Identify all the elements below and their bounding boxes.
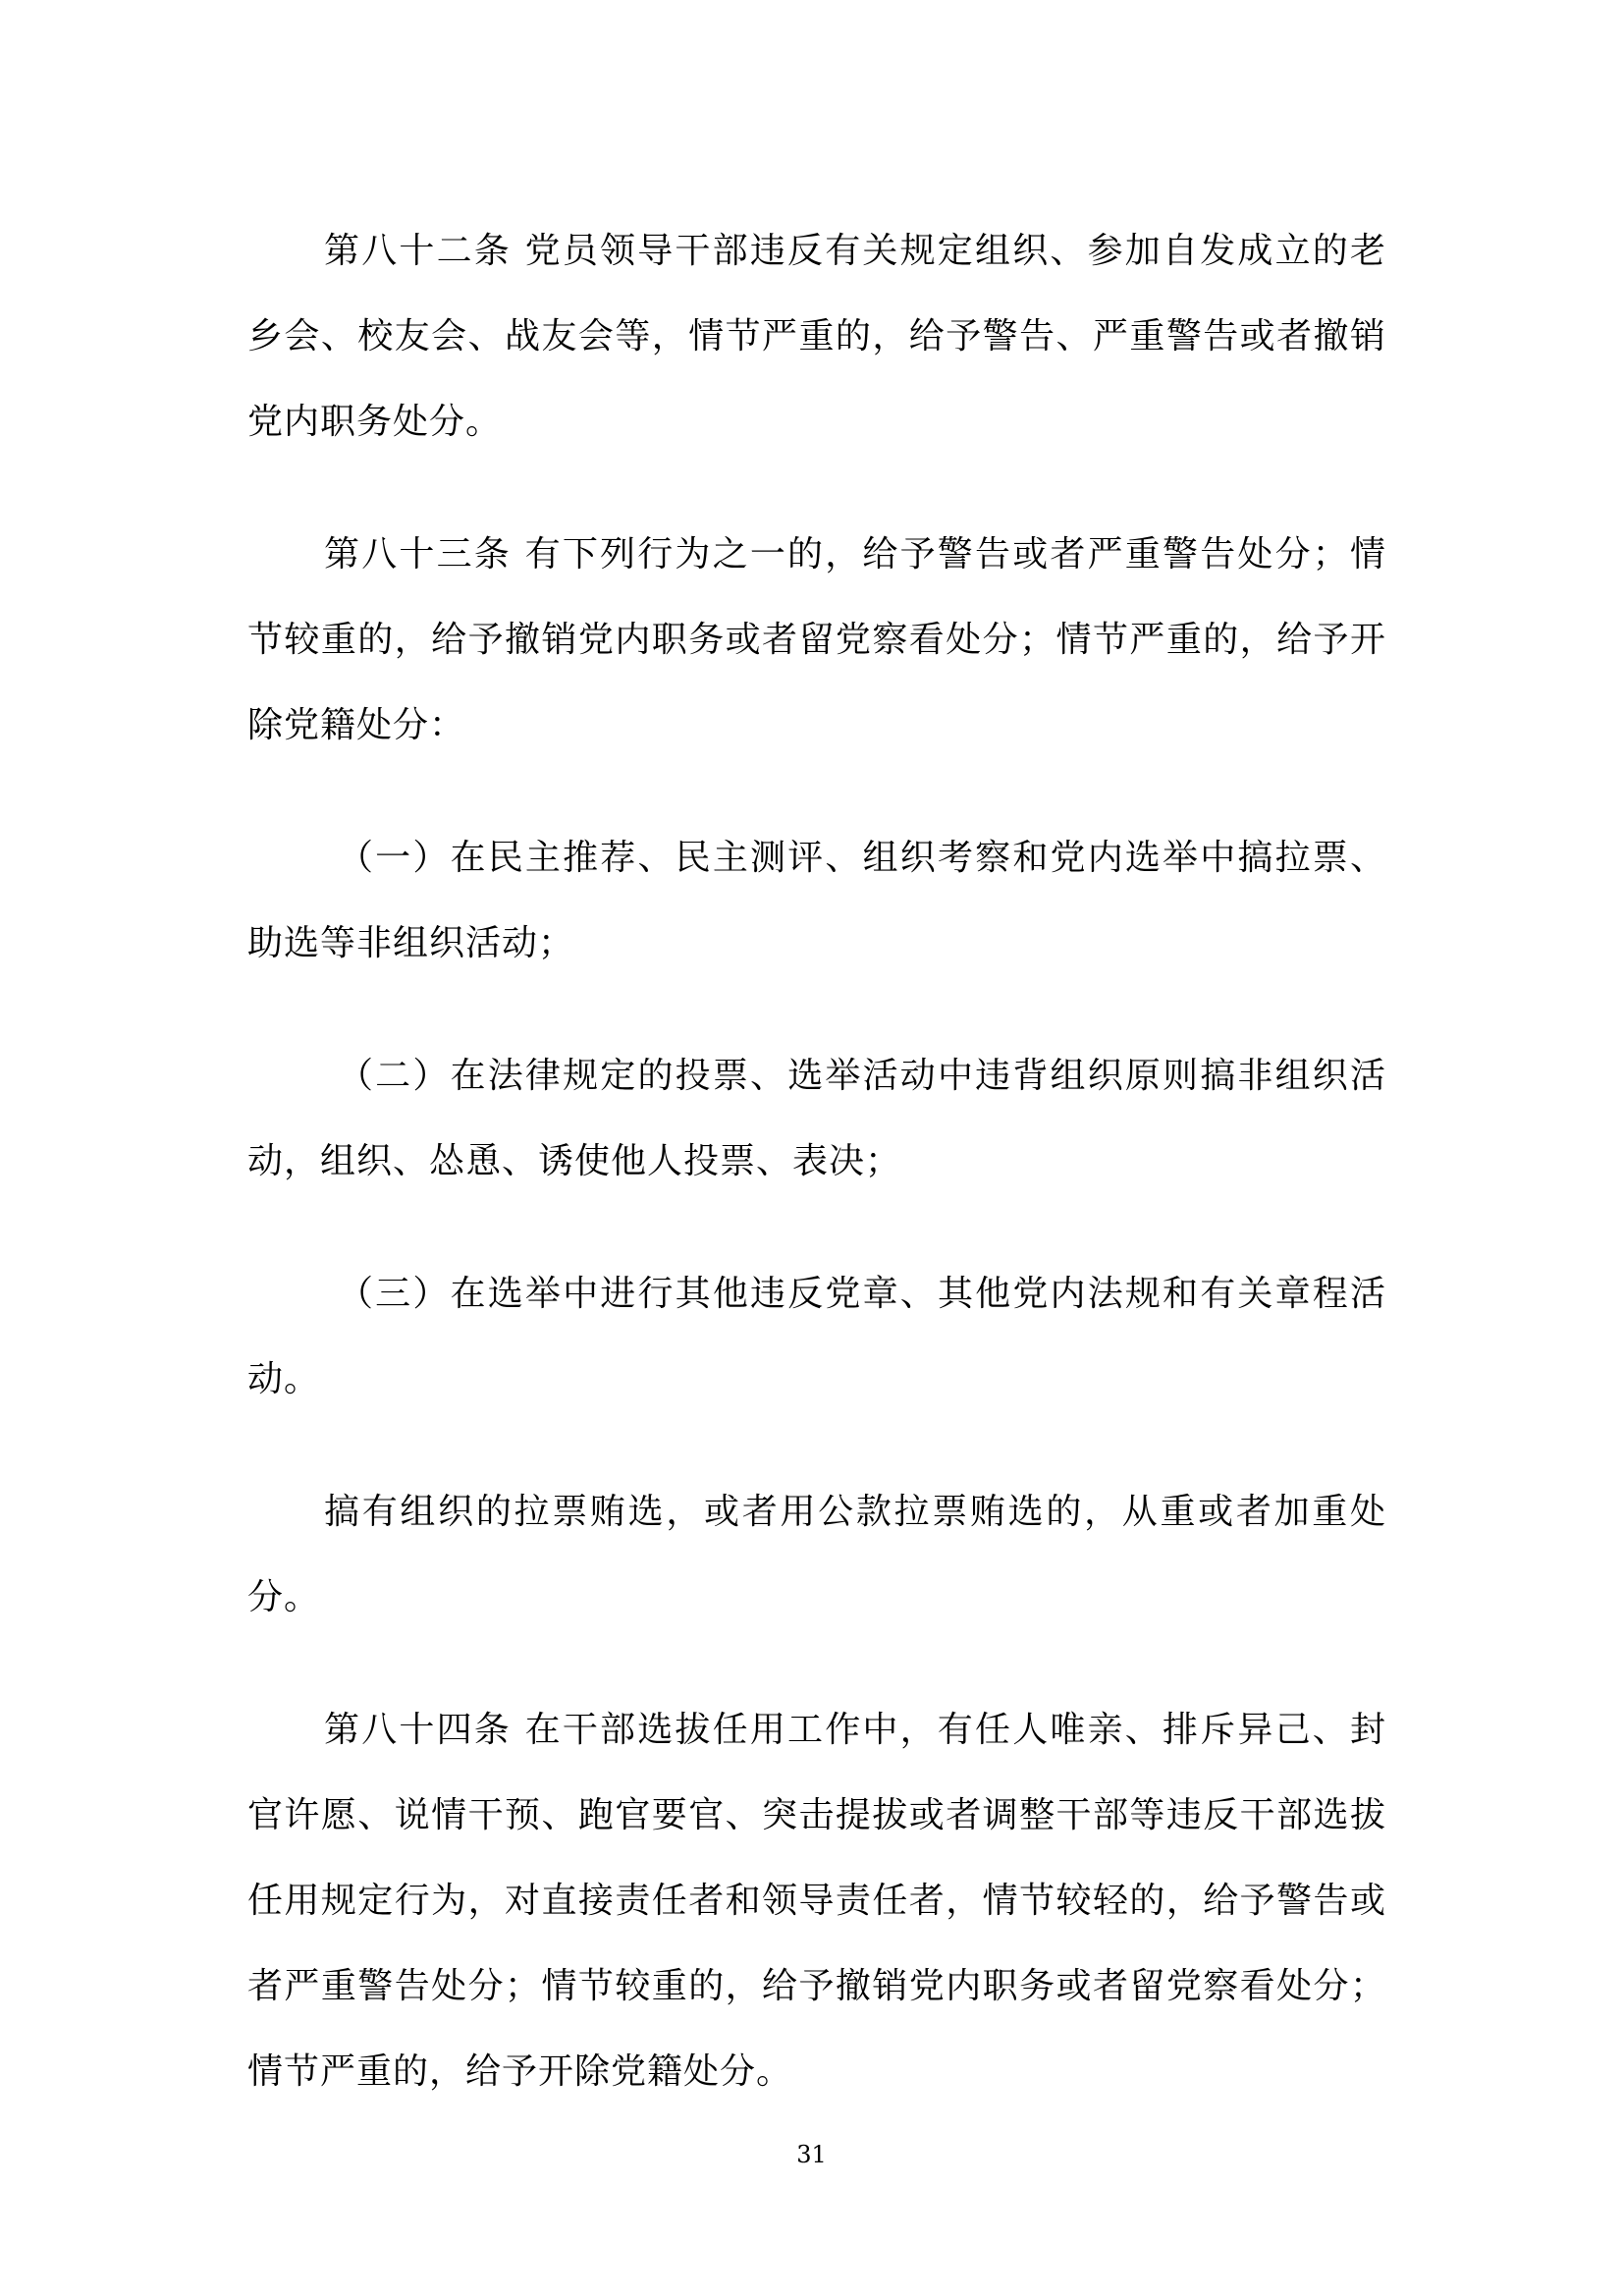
document-body [247,208,1386,2161]
article-83-supplement: 搞有组织的拉票贿选，或者用公款拉票贿选的，从重或者加重处分。 [247,1492,1386,1617]
article-83-item-1: （一）在民主推荐、民主测评、组织考察和党内选举中搞拉票、助选等非组织活动； [247,838,1386,963]
page-number: 31 [796,2141,827,2168]
article-83-paragraph: 第八十三条 有下列行为之一的，给予警告或者严重警告处分；情节较重的，给予撤销党内职务或者留党察看处分；情节严重的，给予开除党籍处分： [247,534,1386,745]
article-84-paragraph: 第八十四条 在干部选拔任用工作中，有任人唯亲、排斥异己、封官许愿、说情干预、跑官要官、突击提拔或者调整干部等违反干部选拔任用规定行为，对直接责任者和领导责任者，情节较轻的，给予警告或者严重警告处分；情节较重的，给予撤销党内职务或者留党察看处分；情节严重的，给予开除党籍处分。 [247,1710,1386,2092]
article-83-item-2: （二）在法律规定的投票、选举活动中违背组织原则搞非组织活动，组织、怂恿、诱使他人投票、表决； [247,1056,1386,1181]
article-83-item-3: （三）在选举中进行其他违反党章、其他党内法规和有关章程活动。 [247,1274,1386,1399]
article-82-paragraph: 第八十二条 党员领导干部违反有关规定组织、参加自发成立的老乡会、校友会、战友会等，情节严重的，给予警告、严重警告或者撤销党内职务处分。 [247,231,1386,442]
